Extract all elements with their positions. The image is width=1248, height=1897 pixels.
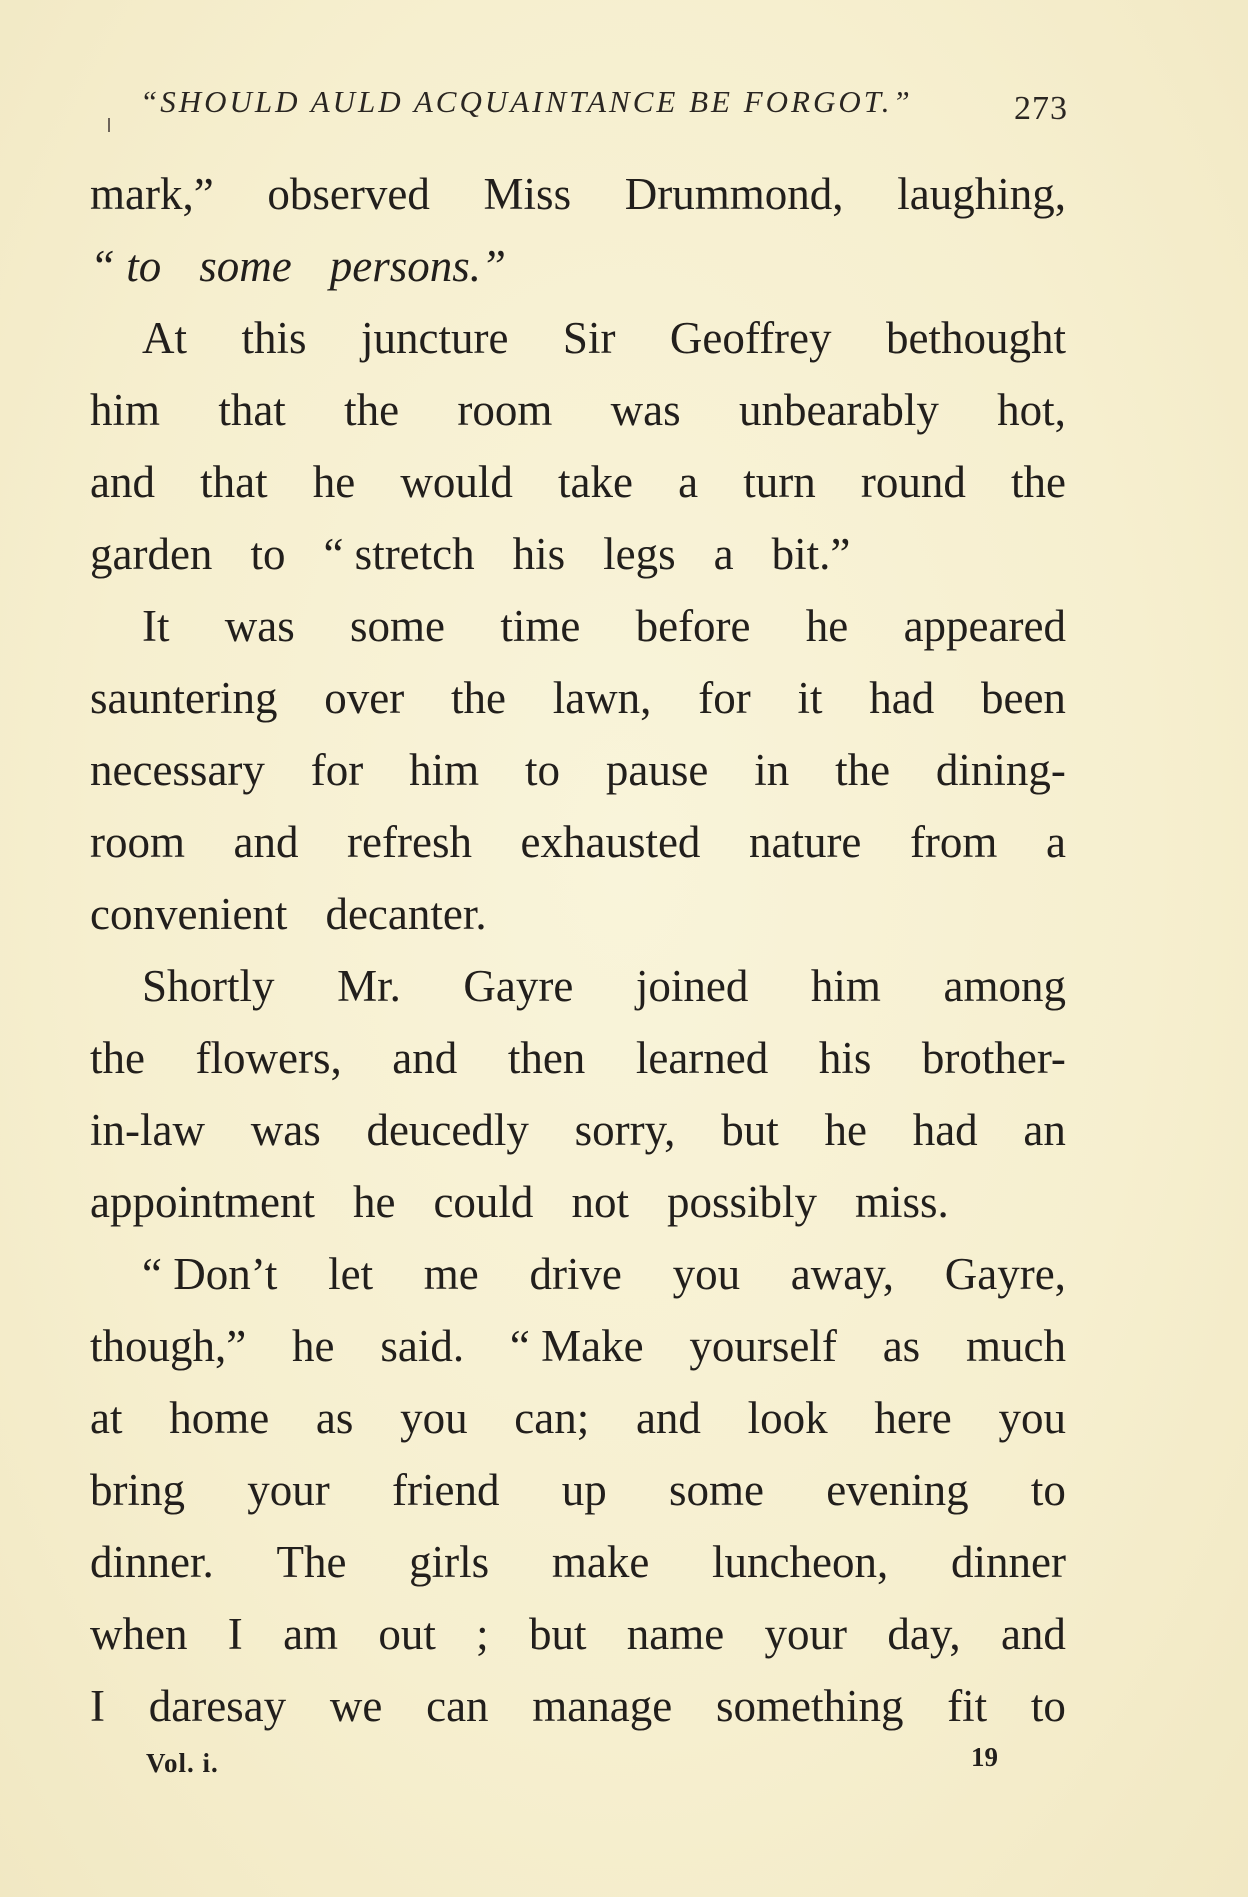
word: Gayre (463, 961, 574, 1011)
word: the (344, 385, 400, 435)
text-line (90, 806, 1066, 878)
word: appeared (903, 601, 1066, 651)
word: sauntering (90, 673, 278, 723)
word: he (352, 1177, 396, 1227)
word: room (457, 385, 553, 435)
word: learned (635, 1033, 769, 1083)
word: but (721, 1105, 779, 1155)
word: an (1023, 1105, 1066, 1155)
word: let (328, 1249, 374, 1299)
word: bit.” (771, 529, 851, 579)
word: among (943, 961, 1066, 1011)
word: me (423, 1249, 479, 1299)
word: for (698, 673, 751, 723)
word: but (528, 1609, 587, 1659)
text-line (90, 878, 1066, 950)
word: was (610, 385, 681, 435)
text-line (90, 662, 1066, 734)
word: ; (476, 1609, 489, 1659)
word: home (169, 1393, 270, 1443)
word: and (233, 817, 299, 867)
word: his (818, 1033, 872, 1083)
signature-mark: 19 (971, 1742, 998, 1772)
word: could (433, 1177, 534, 1227)
word: would (400, 457, 513, 507)
word: mark,” (90, 169, 214, 219)
word: and (635, 1393, 701, 1443)
word: brother- (921, 1033, 1066, 1083)
word: when (90, 1609, 188, 1659)
word: garden (90, 529, 213, 579)
word: not (571, 1177, 629, 1227)
word: convenient (90, 889, 288, 939)
word: unbearably (738, 385, 939, 435)
word: to (1030, 1465, 1066, 1515)
text-line (90, 518, 1066, 590)
word: daresay (148, 1681, 287, 1731)
word: The (276, 1537, 347, 1587)
word: I (227, 1609, 243, 1659)
word: he (312, 457, 356, 507)
word: flowers, (195, 1033, 342, 1083)
word: manage (532, 1681, 673, 1731)
word: appointment (90, 1177, 315, 1227)
text-line (90, 230, 1066, 302)
word: him (90, 385, 161, 435)
word: deucedly (366, 1105, 529, 1155)
word: Gayre, (944, 1249, 1066, 1299)
text-line (90, 158, 1066, 230)
word: Drummond, (624, 169, 844, 219)
running-head (108, 78, 1068, 138)
word: at (90, 1393, 123, 1443)
word: before (635, 601, 751, 651)
word: Shortly (142, 961, 275, 1011)
word: “ stretch (323, 529, 475, 579)
text-line (90, 950, 1066, 1022)
word: dinner (950, 1537, 1066, 1587)
body-text (90, 158, 1066, 1742)
word: necessary (90, 745, 265, 795)
word: Mr. (337, 961, 401, 1011)
word: evening (826, 1465, 969, 1515)
word: here (874, 1393, 952, 1443)
word: he (805, 601, 849, 651)
word: a (1045, 817, 1066, 867)
word: yourself (689, 1321, 837, 1371)
word: It (142, 601, 170, 651)
word: him (810, 961, 881, 1011)
text-line (90, 302, 1066, 374)
word: day, (887, 1609, 961, 1659)
text-line (90, 734, 1066, 806)
word: luncheon, (712, 1537, 889, 1587)
text-line (90, 590, 1066, 662)
word: girls (409, 1537, 490, 1587)
word: round (860, 457, 966, 507)
word: you (672, 1249, 741, 1299)
word: had (869, 673, 935, 723)
text-line (90, 1238, 1066, 1310)
word: hot, (997, 385, 1066, 435)
running-title: “SHOULD AULD ACQUAINTANCE BE FORGOT.” (140, 84, 913, 119)
word: up (561, 1465, 607, 1515)
word: persons.” (329, 241, 507, 291)
text-line (90, 1382, 1066, 1454)
page-footer (146, 1742, 998, 1782)
word: laughing, (897, 169, 1066, 219)
word: the (1011, 457, 1066, 507)
word: Geoffrey (669, 313, 832, 363)
text-line (90, 1094, 1066, 1166)
word: it (797, 673, 823, 723)
word: and (90, 457, 155, 507)
word: that (218, 385, 286, 435)
text-line (90, 1022, 1066, 1094)
word: as (315, 1393, 354, 1443)
word: juncture (361, 313, 509, 363)
word: Sir (562, 313, 616, 363)
word: your (764, 1609, 848, 1659)
word: as (882, 1321, 921, 1371)
word: you (400, 1393, 468, 1443)
word: though,” (90, 1321, 247, 1371)
word: refresh (347, 817, 472, 867)
word: away, (790, 1249, 895, 1299)
word: take (558, 457, 633, 507)
word: from (909, 817, 998, 867)
word: in-law (90, 1105, 205, 1155)
word: decanter. (325, 889, 487, 939)
word: bethought (886, 313, 1066, 363)
word: am (283, 1609, 339, 1659)
text-line (90, 1598, 1066, 1670)
word: can (426, 1681, 489, 1731)
word: “ to (90, 241, 162, 291)
word: joined (635, 961, 749, 1011)
volume-label: Vol. i. (146, 1748, 219, 1778)
word: your (247, 1465, 330, 1515)
word: some (350, 601, 446, 651)
word: room (90, 817, 185, 867)
word: nature (748, 817, 862, 867)
word: “ Don’t (142, 1249, 278, 1299)
text-line (90, 1310, 1066, 1382)
word: a (713, 529, 734, 579)
stray-print-mark (108, 118, 110, 132)
word: sorry, (574, 1105, 676, 1155)
word: we (329, 1681, 383, 1731)
word: At (142, 313, 187, 363)
word: some (668, 1465, 764, 1515)
word: “ Make (509, 1321, 644, 1371)
text-line (90, 1454, 1066, 1526)
word: much (966, 1321, 1066, 1371)
word: had (912, 1105, 978, 1155)
word: lawn, (552, 673, 652, 723)
word: miss. (854, 1177, 949, 1227)
word: out (378, 1609, 436, 1659)
word: was (224, 601, 295, 651)
word: fit (947, 1681, 988, 1731)
word: for (310, 745, 364, 795)
word: said. (380, 1321, 465, 1371)
word: can; (514, 1393, 590, 1443)
word: was (250, 1105, 321, 1155)
word: he (292, 1321, 335, 1371)
word: possibly (666, 1177, 817, 1227)
word: to (1030, 1681, 1066, 1731)
word: and (1000, 1609, 1066, 1659)
word: time (500, 601, 581, 651)
page-number: 273 (1014, 90, 1068, 127)
word: the (450, 673, 506, 723)
word: friend (392, 1465, 500, 1515)
word: him (409, 745, 480, 795)
word: dinner. (90, 1537, 214, 1587)
word: make (551, 1537, 650, 1587)
word: exhausted (520, 817, 701, 867)
text-line (90, 446, 1066, 518)
word: over (324, 673, 405, 723)
word: bring (90, 1465, 185, 1515)
word: to (524, 745, 560, 795)
word: that (200, 457, 268, 507)
word: drive (529, 1249, 622, 1299)
word: and (392, 1033, 458, 1083)
word: to (250, 529, 286, 579)
word: legs (603, 529, 676, 579)
word: dining- (935, 745, 1066, 795)
word: in (754, 745, 790, 795)
text-line (90, 1670, 1066, 1742)
word: his (512, 529, 566, 579)
word: turn (743, 457, 816, 507)
word: look (747, 1393, 828, 1443)
word: Miss (483, 169, 572, 219)
word: then (507, 1033, 586, 1083)
word: the (90, 1033, 145, 1083)
word: something (715, 1681, 904, 1731)
word: I (90, 1681, 105, 1731)
word: a (678, 457, 699, 507)
word: name (626, 1609, 725, 1659)
text-line (90, 1526, 1066, 1598)
text-line (90, 1166, 1066, 1238)
text-line (90, 374, 1066, 446)
word: the (835, 745, 891, 795)
word: he (824, 1105, 867, 1155)
word: some (199, 241, 292, 291)
word: this (241, 313, 307, 363)
word: been (980, 673, 1066, 723)
word: pause (605, 745, 709, 795)
word: observed (267, 169, 430, 219)
word: you (998, 1393, 1066, 1443)
